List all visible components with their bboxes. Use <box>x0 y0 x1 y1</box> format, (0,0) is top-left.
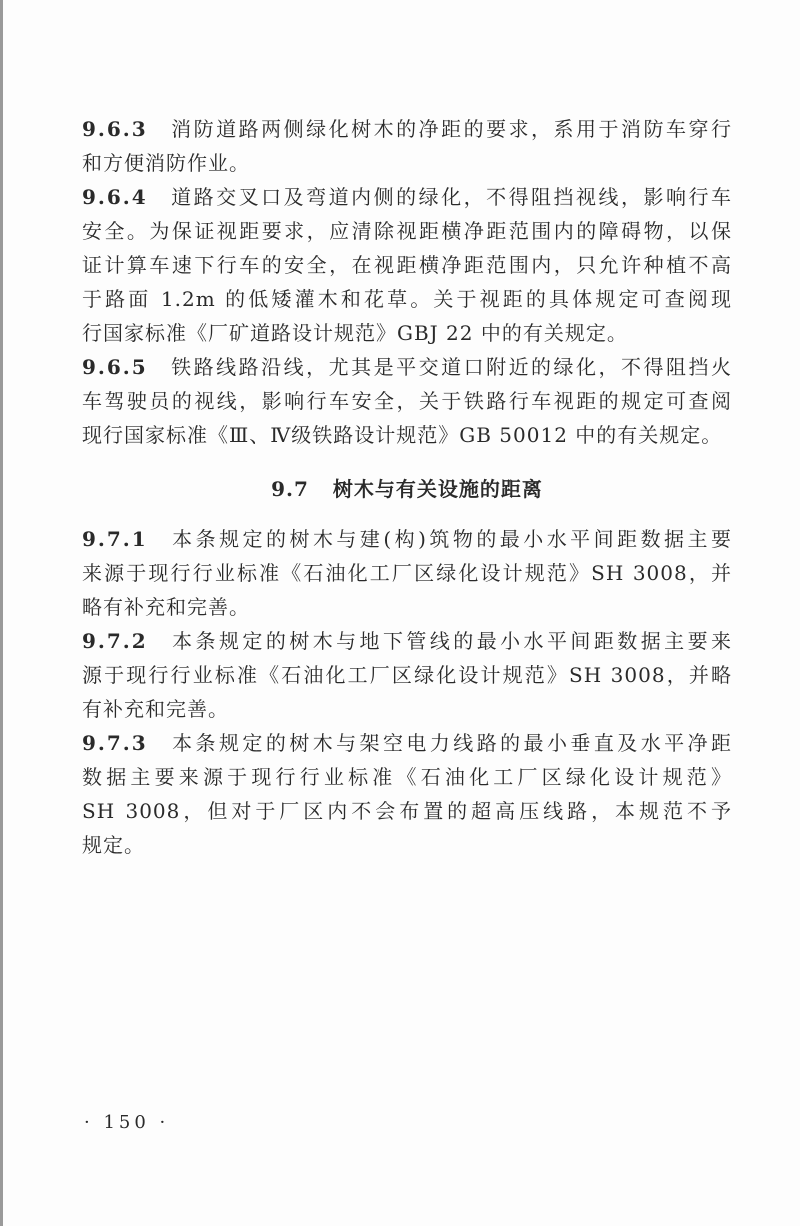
section-heading <box>82 472 732 506</box>
text-line <box>82 248 732 282</box>
page-number: · 150 · <box>84 1112 170 1133</box>
text-line <box>82 794 732 828</box>
clause-paragraph <box>82 180 732 350</box>
clause-paragraph <box>82 522 732 624</box>
line-text: 源于现行行业标准《石油化工厂区绿化设计规范》SH 3008，并略 <box>82 663 732 687</box>
text-line <box>82 316 732 350</box>
text-line <box>82 522 732 556</box>
text-line <box>82 726 732 760</box>
clause-number: 9.6.3 <box>82 117 148 141</box>
line-text: 消防道路两侧绿化树木的净距的要求，系用于消防车穿行 <box>169 117 732 141</box>
clause-paragraph <box>82 726 732 862</box>
line-text: 于路面 1.2m 的低矮灌木和花草。关于视距的具体规定可查阅现 <box>82 287 732 311</box>
line-text: 证计算车速下行车的安全，在视距横净距范围内，只允许种植不高 <box>82 253 732 277</box>
text-line <box>82 828 732 862</box>
clause-number: 9.7.1 <box>82 527 148 551</box>
clause-number: 9.6.5 <box>82 355 148 379</box>
clause-paragraph <box>82 350 732 452</box>
section-9-6 <box>82 112 732 452</box>
text-line <box>82 180 732 214</box>
clause-paragraph <box>82 112 732 180</box>
line-text: 本条规定的树木与地下管线的最小水平间距数据主要来 <box>169 629 732 653</box>
clause-paragraph <box>82 624 732 726</box>
clause-number: 9.7.2 <box>82 629 148 653</box>
line-text: 本条规定的树木与建(构)筑物的最小水平间距数据主要 <box>169 527 732 551</box>
line-text: 道路交叉口及弯道内侧的绿化，不得阻挡视线，影响行车 <box>169 185 732 209</box>
section-9-7 <box>82 522 732 862</box>
line-text: 和方便消防作业。 <box>82 151 250 175</box>
heading-title: 树木与有关设施的距离 <box>332 477 543 501</box>
line-text: 数据主要来源于现行行业标准《石油化工厂区绿化设计规范》 <box>82 765 732 789</box>
line-text: 行国家标准《厂矿道路设计规范》GBJ 22 中的有关规定。 <box>82 321 628 345</box>
text-line <box>82 658 732 692</box>
text-line <box>82 418 732 452</box>
text-line <box>82 384 732 418</box>
text-line <box>82 282 732 316</box>
line-text: 铁路线路沿线，尤其是平交道口附近的绿化，不得阻挡火 <box>169 355 732 379</box>
line-text: 有补充和完善。 <box>82 697 229 721</box>
page-edge <box>0 0 3 1226</box>
line-text: 来源于现行行业标准《石油化工厂区绿化设计规范》SH 3008，并 <box>82 561 732 585</box>
line-text: 现行国家标准《Ⅲ、Ⅳ级铁路设计规范》GB 50012 中的有关规定。 <box>82 423 723 447</box>
text-line <box>82 760 732 794</box>
heading-number: 9.7 <box>271 477 309 501</box>
line-text: 本条规定的树木与架空电力线路的最小垂直及水平净距 <box>169 731 732 755</box>
clause-number: 9.6.4 <box>82 185 148 209</box>
line-text: 车驾驶员的视线，影响行车安全，关于铁路行车视距的规定可查阅 <box>82 389 732 413</box>
text-line <box>82 112 732 146</box>
text-line <box>82 214 732 248</box>
clause-number: 9.7.3 <box>82 731 148 755</box>
line-text: SH 3008，但对于厂区内不会布置的超高压线路，本规范不予 <box>82 799 732 823</box>
text-line <box>82 350 732 384</box>
text-line <box>82 556 732 590</box>
line-text: 略有补充和完善。 <box>82 595 250 619</box>
page-content <box>82 112 732 862</box>
text-line <box>82 146 732 180</box>
line-text: 规定。 <box>82 833 145 857</box>
line-text: 安全。为保证视距要求，应清除视距横净距范围内的障碍物，以保 <box>82 219 732 243</box>
text-line <box>82 692 732 726</box>
text-line <box>82 590 732 624</box>
text-line <box>82 624 732 658</box>
